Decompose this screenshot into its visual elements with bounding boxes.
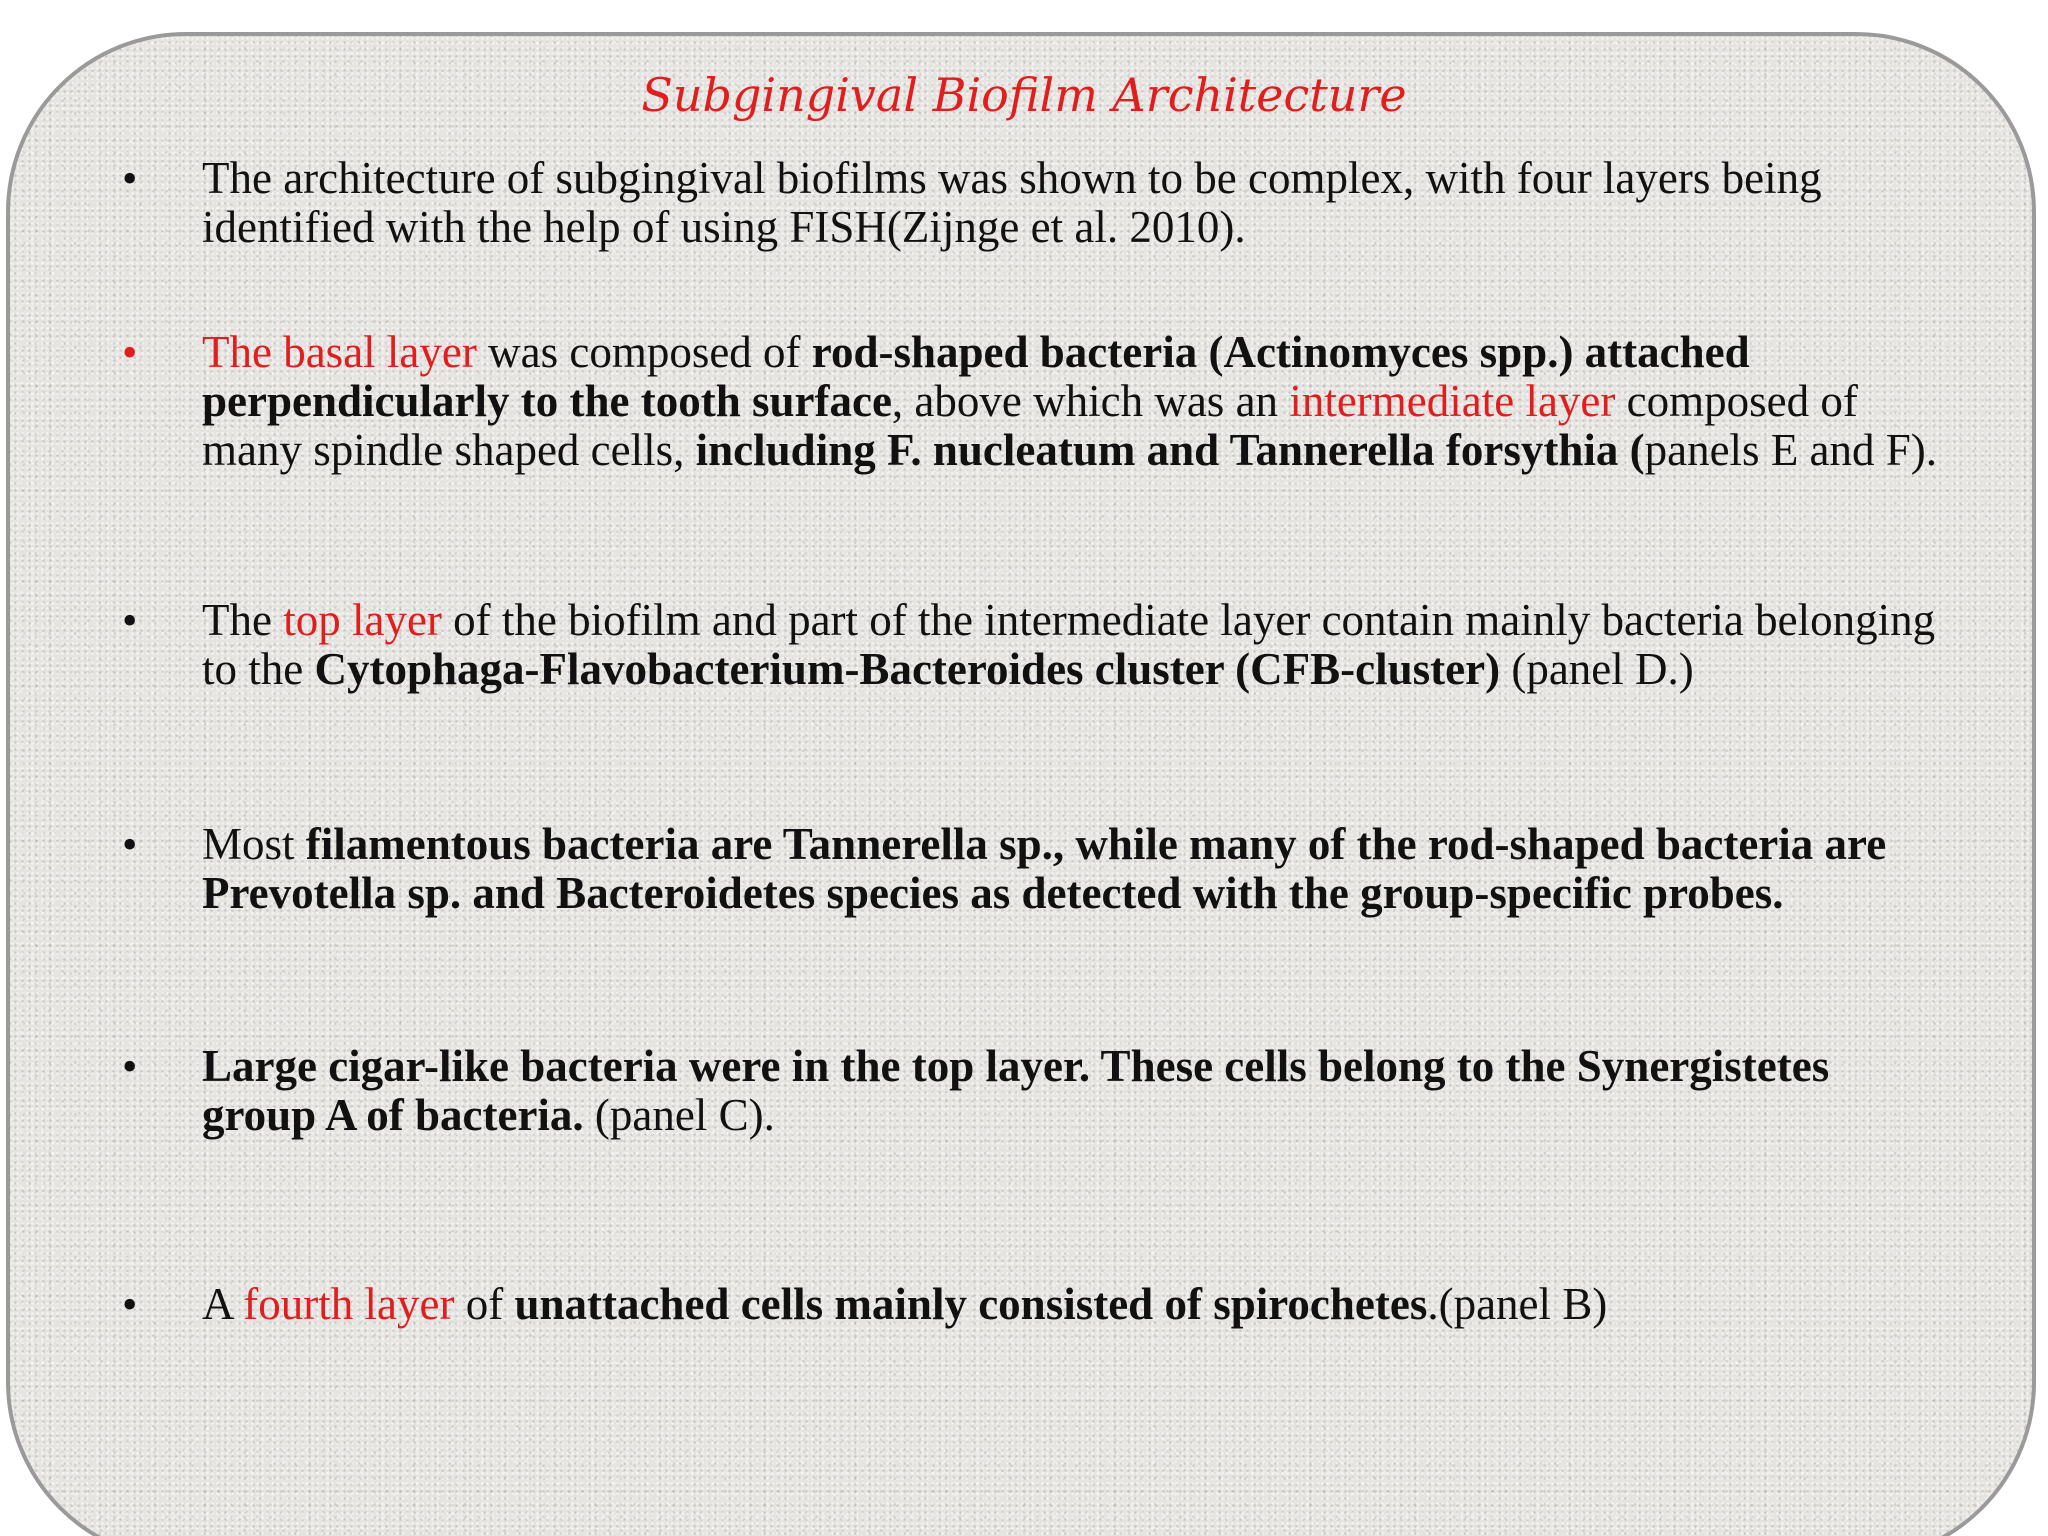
bullet-segment: (panel C). bbox=[594, 1090, 775, 1140]
bullet-text bbox=[202, 1042, 1942, 1140]
bullet-marker: • bbox=[122, 1042, 138, 1091]
bullet-segment: The bbox=[202, 595, 284, 645]
bold-segment: rod-shaped bacteria (Actinomyces spp.) attached perpendicularly to the tooth surface bbox=[202, 327, 1750, 426]
bullet-segment: of the biofilm and part of the intermediate layer contain mainly bacteria belonging to the bbox=[202, 595, 1936, 694]
bullet-marker: • bbox=[122, 154, 138, 203]
highlight-term: The basal layer bbox=[202, 327, 477, 377]
bold-segment: Large cigar-like bacteria were in the top layer. These cells belong to the Synergistetes group A of bacteria. bbox=[202, 1041, 1830, 1140]
highlight-term: top layer bbox=[283, 595, 442, 645]
bullet-segment: was composed of bbox=[476, 327, 812, 377]
bullet-segment: (panel D.) bbox=[1500, 644, 1694, 694]
slide-title: Subgingival Biofilm Architecture bbox=[641, 68, 1407, 122]
bullet-segment: of bbox=[454, 1279, 515, 1329]
bullet-segment: , above which was an bbox=[891, 376, 1290, 426]
bold-segment: unattached cells mainly consisted of spirochetes bbox=[514, 1279, 1428, 1329]
bullet-text bbox=[202, 820, 1942, 918]
bullet-text bbox=[202, 1280, 1942, 1329]
bullet-text bbox=[202, 154, 1942, 252]
bullet-segment: Most bbox=[202, 819, 306, 869]
bold-segment: filamentous bacteria are Tannerella sp., while many of the rod-shaped bacteria are Prevotella sp. and Bacteroidetes species as detected with the group-specific probes. bbox=[202, 819, 1887, 918]
bullet-marker: • bbox=[122, 328, 138, 377]
highlight-term: fourth layer bbox=[243, 1279, 455, 1329]
bullet-segment: composed of many spindle shaped cells, bbox=[202, 376, 1858, 475]
bullet-segment: panels E and F). bbox=[1644, 425, 1938, 475]
bullet-segment: .(panel B) bbox=[1427, 1279, 1608, 1329]
highlight-term: intermediate layer bbox=[1289, 376, 1616, 426]
bullet-marker: • bbox=[122, 1280, 138, 1329]
bullet-text bbox=[202, 328, 1942, 475]
bullet-marker: • bbox=[122, 596, 138, 645]
bullet-segment: The architecture of subgingival biofilms was shown to be complex, with four layers being identified with the help of using FISH(Zijnge et al. 2010). bbox=[202, 153, 1822, 252]
bold-segment: including F. nucleatum and Tannerella forsythia ( bbox=[695, 425, 1645, 475]
bullet-segment: A bbox=[202, 1279, 244, 1329]
bullet-marker: • bbox=[122, 820, 138, 869]
bullet-text bbox=[202, 596, 1942, 694]
bold-segment: Cytophaga-Flavobacterium-Bacteroides cluster (CFB-cluster) bbox=[314, 644, 1501, 694]
